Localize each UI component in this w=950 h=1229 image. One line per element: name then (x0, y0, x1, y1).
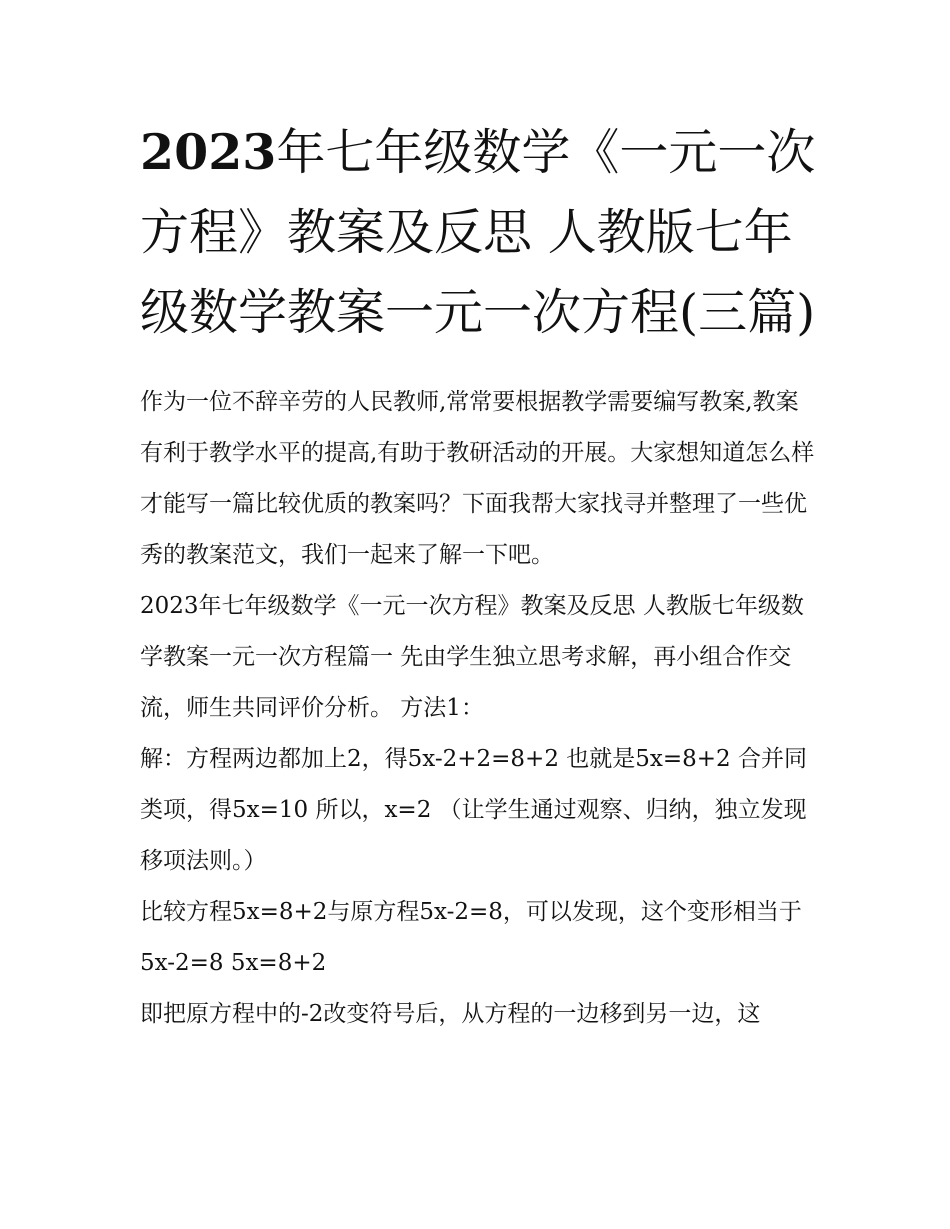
paragraph-transposition: 即把原方程中的-2改变符号后，从方程的一边移到另一边，这 (140, 1001, 761, 1027)
document-content (140, 112, 820, 1040)
paragraph-comparison: 比较方程5x=8+2与原方程5x-2=8，可以发现，这个变形相当于 5x-2=8 5x=8+2 (140, 899, 802, 976)
paragraph-intro: 作为一位不辞辛劳的人民教师,常常要根据教学需要编写教案,教案有利于教学水平的提高,有助于教研活动的开展。大家想知道怎么样才能写一篇比较优质的教案吗？下面我帮大家找寻并整理了一些优秀的教案范文，我们一起来了解一下吧。 (140, 389, 815, 568)
title-year: 2023 (140, 123, 277, 181)
title-text: 年七年级数学《一元一次方程》教案及反思 人教版七年级数学教案一元一次方程(三篇) (140, 124, 816, 341)
document-title (140, 112, 820, 353)
document-body (140, 377, 820, 1040)
paragraph-lesson-heading: 2023年七年级数学《一元一次方程》教案及反思 人教版七年级数学教案一元一次方程篇一 先由学生独立思考求解，再小组合作交流，师生共同评价分析。 方法1： (140, 593, 804, 721)
paragraph-solution: 解：方程两边都加上2，得5x-2+2=8+2 也就是5x=8+2 合并同类项，得5x=10 所以，x=2 （让学生通过观察、归纳，独立发现移项法则。） (140, 746, 807, 874)
